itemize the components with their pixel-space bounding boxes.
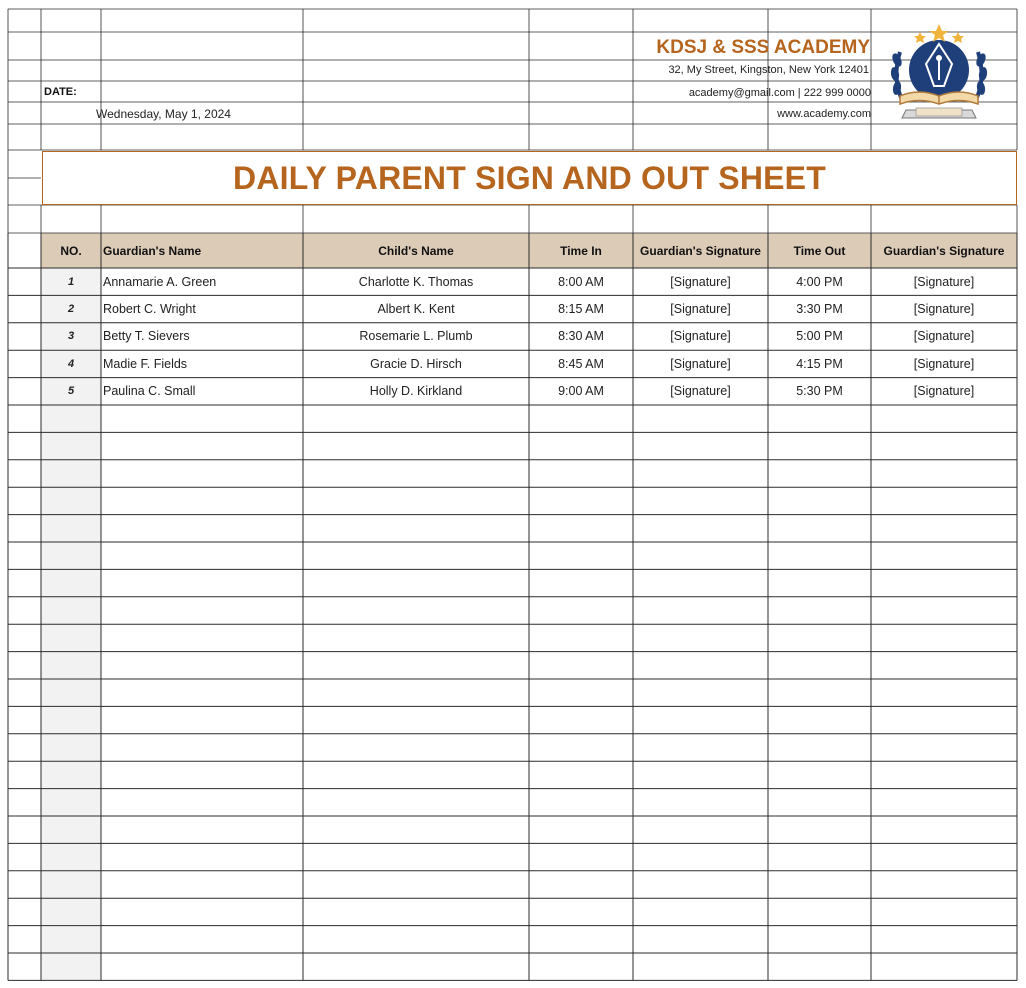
fountain-pen-nib-on-open-book-with-laurel-icon (886, 22, 992, 126)
table-cell: Annamarie A. Green (103, 274, 217, 289)
school-website: www.academy.com (777, 108, 871, 120)
page-title: DAILY PARENT SIGN AND OUT SHEET (233, 159, 826, 196)
table-cell: 8:15 AM (558, 302, 604, 317)
row-number: 3 (67, 330, 75, 343)
table-cell: Betty T. Sievers (103, 329, 190, 344)
table-cell: 8:30 AM (558, 329, 604, 344)
table-cell: Robert C. Wright (103, 302, 196, 317)
table-cell: [Signature] (670, 302, 731, 317)
date-label: DATE: (44, 86, 77, 98)
table-cell: 5:30 PM (796, 384, 843, 399)
column-header: NO. (60, 243, 82, 258)
row-number: 4 (67, 357, 75, 370)
table-cell: [Signature] (670, 356, 731, 371)
table-cell: 5:00 PM (796, 329, 843, 344)
table-cell: Albert K. Kent (377, 302, 455, 317)
table-cell: 8:45 AM (558, 356, 604, 371)
table-cell: 8:00 AM (558, 274, 604, 289)
table-cell: [Signature] (913, 329, 975, 344)
column-header: Guardian's Name (103, 243, 202, 258)
table-cell: [Signature] (670, 329, 731, 344)
title-box (42, 151, 1017, 205)
column-header: Time Out (793, 243, 846, 258)
table-cell: 9:00 AM (558, 384, 604, 399)
row-number: 2 (67, 303, 75, 316)
school-logo (886, 22, 992, 126)
row-number: 1 (67, 275, 75, 288)
column-header: Guardian's Signature (640, 243, 761, 258)
school-name: KDSJ & SSS ACADEMY (656, 37, 870, 58)
column-header: Guardian's Signature (883, 243, 1005, 258)
table-cell: Paulina C. Small (103, 384, 196, 399)
table-cell: 3:30 PM (796, 302, 843, 317)
table-cell: [Signature] (913, 302, 975, 317)
table-cell: Gracie D. Hirsch (370, 356, 462, 371)
table-cell: Rosemarie L. Plumb (359, 329, 473, 344)
school-address: 32, My Street, Kingston, New York 12401 (668, 64, 869, 76)
table-cell: 4:00 PM (796, 274, 843, 289)
date-value: Wednesday, May 1, 2024 (96, 107, 231, 121)
table-cell: [Signature] (670, 274, 731, 289)
school-contact: academy@gmail.com | 222 999 0000 (688, 87, 871, 99)
table-cell: Holly D. Kirkland (369, 384, 463, 399)
table-cell: Charlotte K. Thomas (358, 274, 474, 289)
table-cell: Madie F. Fields (103, 356, 188, 371)
table-cell: 4:15 PM (796, 356, 843, 371)
table-cell: [Signature] (913, 384, 975, 399)
column-header: Child's Name (378, 243, 454, 258)
column-header: Time In (560, 243, 602, 258)
table-cell: [Signature] (670, 384, 731, 399)
table-cell: [Signature] (913, 356, 975, 371)
table-cell: [Signature] (913, 274, 975, 289)
row-number: 5 (67, 385, 75, 398)
